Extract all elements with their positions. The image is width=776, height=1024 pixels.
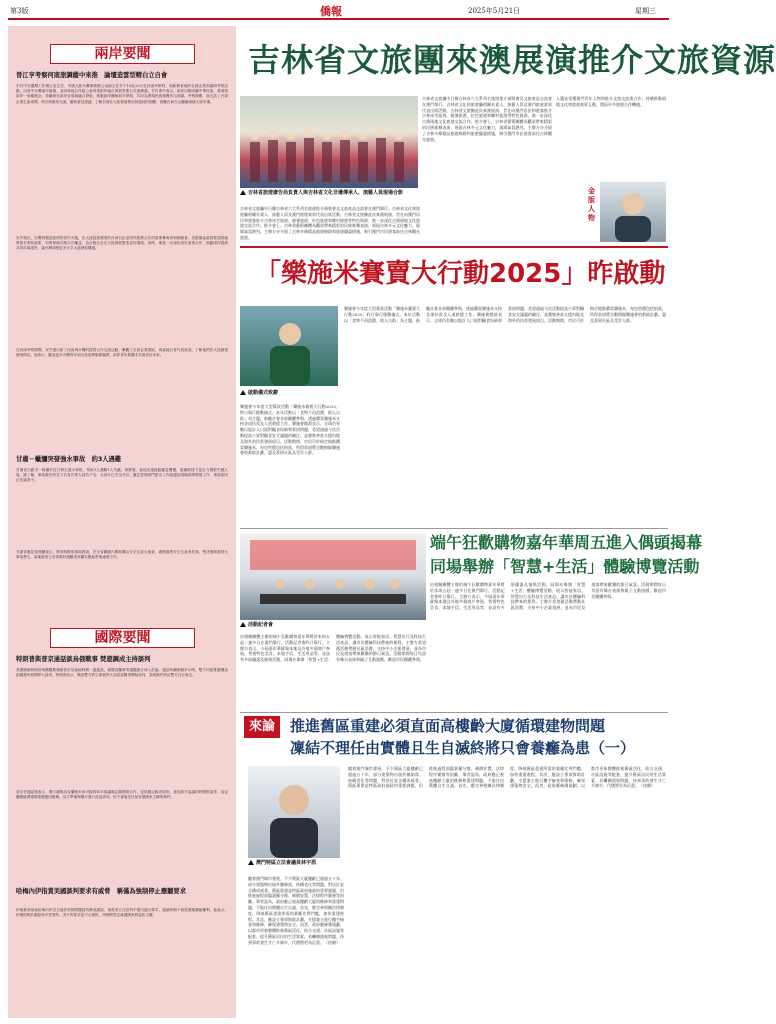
- news-body-1c: 在河南考察期間，宋亨還出席了河南與台灣的經貿合作交流活動，參觀了台資企業展區，與當地台青代表座談，了解他們在大陸創業就業情況。他表示，歡迎更多台灣青年到大陸追夢築夢圓夢，兩岸青年要攜手共創美好未來。: [16, 348, 228, 358]
- caption-triangle-icon-2: [240, 390, 246, 395]
- carnival-body-a: 由相關團體主辦的端午狂歡購物嘉年華將於本周五起一連多日在澳門舉行，活動記者會昨日舉行。主辦方表示，今屆嘉年華匯聚本地及外地多個商戶參展，售賣特色美食、本地手信、生活用品等，並設有多項優惠及抽獎活動，同場亦舉辦「智慧+生活」體驗博覽活動，展示智能家居、智慧出行及科技生活產品，讓市民體驗科技帶來的便利。主辦方希望藉活動帶動社區消費，支持中小企業發展，並為市民及遊客帶來歡樂的節日氣氛。活動期間每日均設有舞台表演和親子互動遊戲，歡迎市民踴躍參與。: [240, 634, 426, 663]
- photo-oxfam: [240, 306, 338, 386]
- caption-jilin: [240, 190, 420, 196]
- news-body-3b: 普京在通話後表示，俄方願與烏克蘭就未來可能的和平協議備忘錄開展合作，包括確定解決原則、達成和平協議的時間框架等。烏克蘭總統澤連斯基隨後回應稱，烏方準備與俄方進行直接談判，但不會接受任何有損國家主權的條件。: [16, 790, 228, 800]
- page-number: 第3版: [10, 7, 29, 15]
- caption-author: [248, 860, 344, 866]
- news-subhead-1: 晉江亨考察何南旅調縱中來推 論壇造雲型精白立自會: [16, 72, 168, 79]
- opinion-body-b: 隨着澳門城市發展，不少舊區大廈樓齡已超過五十年，部分建築物出現外牆剝落、結構老化等問題，對居民安全構成威脅。舊區重建是特區政府施政的重要課題，但推進過程面臨業權分散、補償安置、法律程序繁複等困難。筆者認為，政府應正視高樓齡大廈的維修和重建問題，不能任由舊樓自生自滅。首先，應完善相關法律制度，降低舊區重建所需的業權比例門檻，加快重建進程。其次，應設立專項資助計劃，支援業主進行樓宇檢查和維修，確保建築物安全。再者，政府應統籌規劃，以都市更新整體推進舊區活化，結合交通、社區設施等配套，提升舊區居民的生活質素。若繼續漠視問題，待到事故發生才亡羊補牢，代價將更為沉重。（待續）: [348, 766, 666, 789]
- headline-carnival-1: 端午狂歡購物嘉年華周五進入偶頭揭幕: [430, 533, 703, 552]
- divider-carnival: [240, 528, 668, 529]
- caption-author-text: 澳門特區立法會議員林宇滔: [256, 860, 317, 866]
- masthead: 僑報: [320, 5, 342, 18]
- caption-triangle-icon-3: [240, 622, 246, 627]
- headline-carnival-2: 同場舉辦「智慧+生活」體驗博覽活動: [430, 557, 700, 576]
- oxfam-body-b: 樂施會今年度大型募款活動「樂施米賽賣大行動2025」昨日舉行啟動儀式。本年活動以「食物不再浪費，助人自助」為主題，鼓勵社會各界踴躍參與，透過購買樂施米支持各項扶貧及人道救援工作。樂施會總裁表示，全球仍有數以億計人口面對糧食短缺和貧困問題，希望通過今次活動提高公眾對糧食安全議題的關注，並籌集善款支援內地及海外的扶貧發展項目。活動期間，市民可於指定地點購買樂施米，每包售價包括捐款，所得款項將全數撥歸樂施會的救助計劃，惠及貧困社區及受災人群。: [344, 306, 666, 323]
- divider-oxfam: [240, 246, 668, 248]
- headline-jilin: 吉林省文旅團來澳展演推介文旅資源: [248, 41, 776, 79]
- press-conference-icon: [240, 534, 426, 620]
- section-title-cross-strait: 兩岸要聞: [50, 44, 195, 64]
- caption-carnival-text: 活動記者會: [248, 622, 274, 628]
- photo-jilin-group: [240, 96, 418, 188]
- headline-oxfam: 「樂施米賽賣大行動2025」昨啟動: [255, 259, 666, 289]
- divider-opinion: [240, 712, 668, 713]
- photo-side-person: [600, 182, 666, 242]
- side-title: 金版人物: [588, 186, 595, 222]
- news-body-1b: 宋亨指出，台灣同胞是我們的骨肉天親，在大陸投資興業的台商台企是兩岸經濟合作的重要參與者和推動者。各級黨委政府要認真落實惠台利民政策，切實保障台胞合法權益，為台胞台企在大陸發展營造更好環境。同時，要進一步深化兩岸產業合作，推動兩岸經濟共同市場建設，讓台灣同胞更多分享大陸發展機遇。: [16, 236, 228, 251]
- headline-opinion-1: 推進舊區重建必須直面高樓齡大廈循環建物問題: [290, 717, 606, 735]
- caption-oxfam: [240, 390, 340, 396]
- news-body-3: 美國總統特朗普與俄羅斯總統普京於當地時間一連通話，就俄烏戰事等議題進行深入討論。通話持續兩個多小時，雙方同意推動俄烏兩國盡快展開停火談判。特朗普表示，俄烏雙方將立即就停火及結束戰爭開始談判，談判條件將由雙方自行商定。: [16, 668, 228, 678]
- opinion-body-a: 隨着澳門城市發展，不少舊區大廈樓齡已超過五十年，部分建築物出現外牆剝落、結構老化等問題，對居民安全構成威脅。舊區重建是特區政府施政的重要課題，但推進過程面臨業權分散、補償安置、法律程序繁複等困難。筆者認為，政府應正視高樓齡大廈的維修和重建問題，不能任由舊樓自生自滅。首先，應完善相關法律制度，降低舊區重建所需的業權比例門檻，加快重建進程。其次，應設立專項資助計劃，支援業主進行樓宇檢查和維修，確保建築物安全。再者，政府應統籌規劃，以都市更新整體推進舊區活化，結合交通、社區設施等配套，提升舊區居民的生活質素。若繼續漠視問題，待到事故發生才亡羊補牢，代價將更為沉重。（待續）: [248, 876, 344, 945]
- photo-carnival: [240, 534, 426, 620]
- news-subhead-3: 特朗普與普京通話談烏俄戰事 焚遊調成主持談判: [16, 656, 151, 663]
- caption-triangle-icon: [240, 190, 246, 195]
- weekday: 星期三: [635, 7, 656, 15]
- news-subhead-2: 甘肅－蠟瀰突發強水事故 約3人遇難: [16, 456, 122, 463]
- header-rule: [8, 18, 669, 20]
- carnival-body-b: 由相關團體主辦的端午狂歡購物嘉年華將於本周五起一連多日在澳門舉行，活動記者會昨日舉行。主辦方表示，今屆嘉年華匯聚本地及外地多個商戶參展，售賣特色美食、本地手信、生活用品等，並設有多項優惠及抽獎活動，同場亦舉辦「智慧+生活」體驗博覽活動，展示智能家居、智慧出行及科技生活產品，讓市民體驗科技帶來的便利。主辦方希望藉活動帶動社區消費，支持中小企業發展，並為市民及遊客帶來歡樂的節日氣氛。活動期間每日均設有舞台表演和親子互動遊戲，歡迎市民踴躍參與。: [430, 582, 666, 611]
- photo-author: [248, 766, 340, 858]
- date: 2025年5月21日: [468, 7, 521, 15]
- news-body-2b: 甘肅省應急管理廳表示，將深刻吸取事故教訓，在全省範圍內開展礦山安全生產大檢查，嚴格落實安全生產責任制，堅決遏制重特大事故發生。當地政府已妥善做好遇難者家屬安撫和善後處理工作。: [16, 550, 228, 560]
- headline-opinion-2: 凜結不理任由實體且生自滅終將只會養癰為患（一）: [290, 739, 636, 757]
- oxfam-body-a: 樂施會今年度大型募款活動「樂施米賽賣大行動2025」昨日舉行啟動儀式。本年活動以「食物不再浪費，助人自助」為主題，鼓勵社會各界踴躍參與，透過購買樂施米支持各項扶貧及人道救援工作。樂施會總裁表示，全球仍有數以億計人口面對糧食短缺和貧困問題，希望通過今次活動提高公眾對糧食安全議題的關注，並籌集善款支援內地及海外的扶貧發展項目。活動期間，市民可於指定地點購買樂施米，每包售價包括捐款，所得款項將全數撥歸樂施會的救助計劃，惠及貧困社區及受災人群。: [240, 404, 340, 456]
- news-body-1: 中共中央臺灣工作辦公室主任、中國大陸台灣事務辦公室副主任亨于19及20日在河南考察時，到新鄉省地的台資企業和調研考察活動，出席中台灣兩岸論壇，並同與地合作組公會實現兩岸融合發展等進行交流溝通。亨在會中表示，兩岸同胞同屬中華民族，要秉持兩岸一家親理念，持續深化兩岸各領域融合發展，推動兩岸關係和平發展，共同為實現民族復興作出貢獻。考察期間，他走訪了台資企業生產車間，與台商座談交流，聽取意見建議，了解台商在大陸發展情況和遇到的困難，鼓勵台商台企繼續深耕大陸市場。: [16, 84, 228, 104]
- news-body-4: 伊朗最高領袖哈梅內伊近日就伊美核問題談判發表講話，指責美方在談判中提出過分要求，強調伊朗不會放棄鈾濃縮權利。他表示，伊朗的核計劃是和平性質的，美方的要求是不合理的，伊朗將堅定維護國家利益和主權。: [16, 908, 228, 918]
- portrait-icon: [600, 182, 666, 242]
- author-portrait-icon: [248, 766, 340, 858]
- caption-carnival: [240, 622, 426, 628]
- photo-jilin-people-icon: [240, 96, 418, 188]
- tag-opinion: 來論: [244, 716, 280, 738]
- side-body: 入選並榮獲澳門青年人物和推介文旅交流與合作，持續推動兩地文化和旅遊業界互動，開拓更多旅遊合作機遇。: [556, 96, 666, 107]
- jilin-body: 吉林省文旅廳中日韓吉林省六大系列名旅遊推介頒獎會及文旅產品交流會在澳門舉行。吉林省文化和旅遊廳相關負責人、演藝人員及澳門旅遊業界代表出席活動。吉林省文旅團此次來澳展演，旨在向澳門居民和遊客推介吉林冰雪旅遊、避暑旅遊、紅色旅遊和鄉村旅遊等特色資源，進一步深化吉澳兩地文化旅遊交流合作。推介會上，吉林省藝術團體為觀眾帶來精彩的民族歌舞表演，展現吉林多元文化魅力，現場氣氛熱烈。主辦方亦介紹了吉林多條精品旅遊線路和旅遊優惠措施，吸引澳門市民遊客前往吉林觀光旅遊。: [422, 96, 552, 142]
- caption-triangle-icon-4: [248, 860, 254, 865]
- news-body-2: 甘肅省白銀市一煤礦於近日發生透水事故，導致3人遇難1人失蹤。事發後，當地迅速啟動應急響應，組織救援力量全力搜救失蹤人員。據了解，事故發生時井下共有作業人員若干名，大部分已安全升井。應急管理部門派出工作組趕赴現場指導救援工作，事故原因正在調查中。: [16, 468, 228, 483]
- speaker-icon: [240, 306, 338, 386]
- caption-jilin-text: 吉林省旅遊廣告局負責人與吉林省文化非遺傳承人、演藝人員現場合影: [248, 190, 404, 196]
- jilin-body-2: 吉林省文旅廳中日韓吉林省六大系列名旅遊推介頒獎會及文旅產品交流會在澳門舉行。吉林省文化和旅遊廳相關負責人、演藝人員及澳門旅遊業界代表出席活動。吉林省文旅團此次來澳展演，旨在向澳門居民和遊客推介吉林冰雪旅遊、避暑旅遊、紅色旅遊和鄉村旅遊等特色資源，進一步深化吉澳兩地文化旅遊交流合作。推介會上，吉林省藝術團體為觀眾帶來精彩的民族歌舞表演，展現吉林多元文化魅力，現場氣氛熱烈。主辦方亦介紹了吉林多條精品旅遊線路和旅遊優惠措施，吸引澳門市民遊客前往吉林觀光旅遊。: [240, 206, 420, 240]
- caption-oxfam-text: 啟動儀式致辭: [248, 390, 279, 396]
- news-subhead-4: 哈梅內伊指責美國談判要求有威脅 稱僅為強制停止應聽要求: [16, 888, 187, 895]
- section-title-international: 國際要聞: [50, 628, 195, 648]
